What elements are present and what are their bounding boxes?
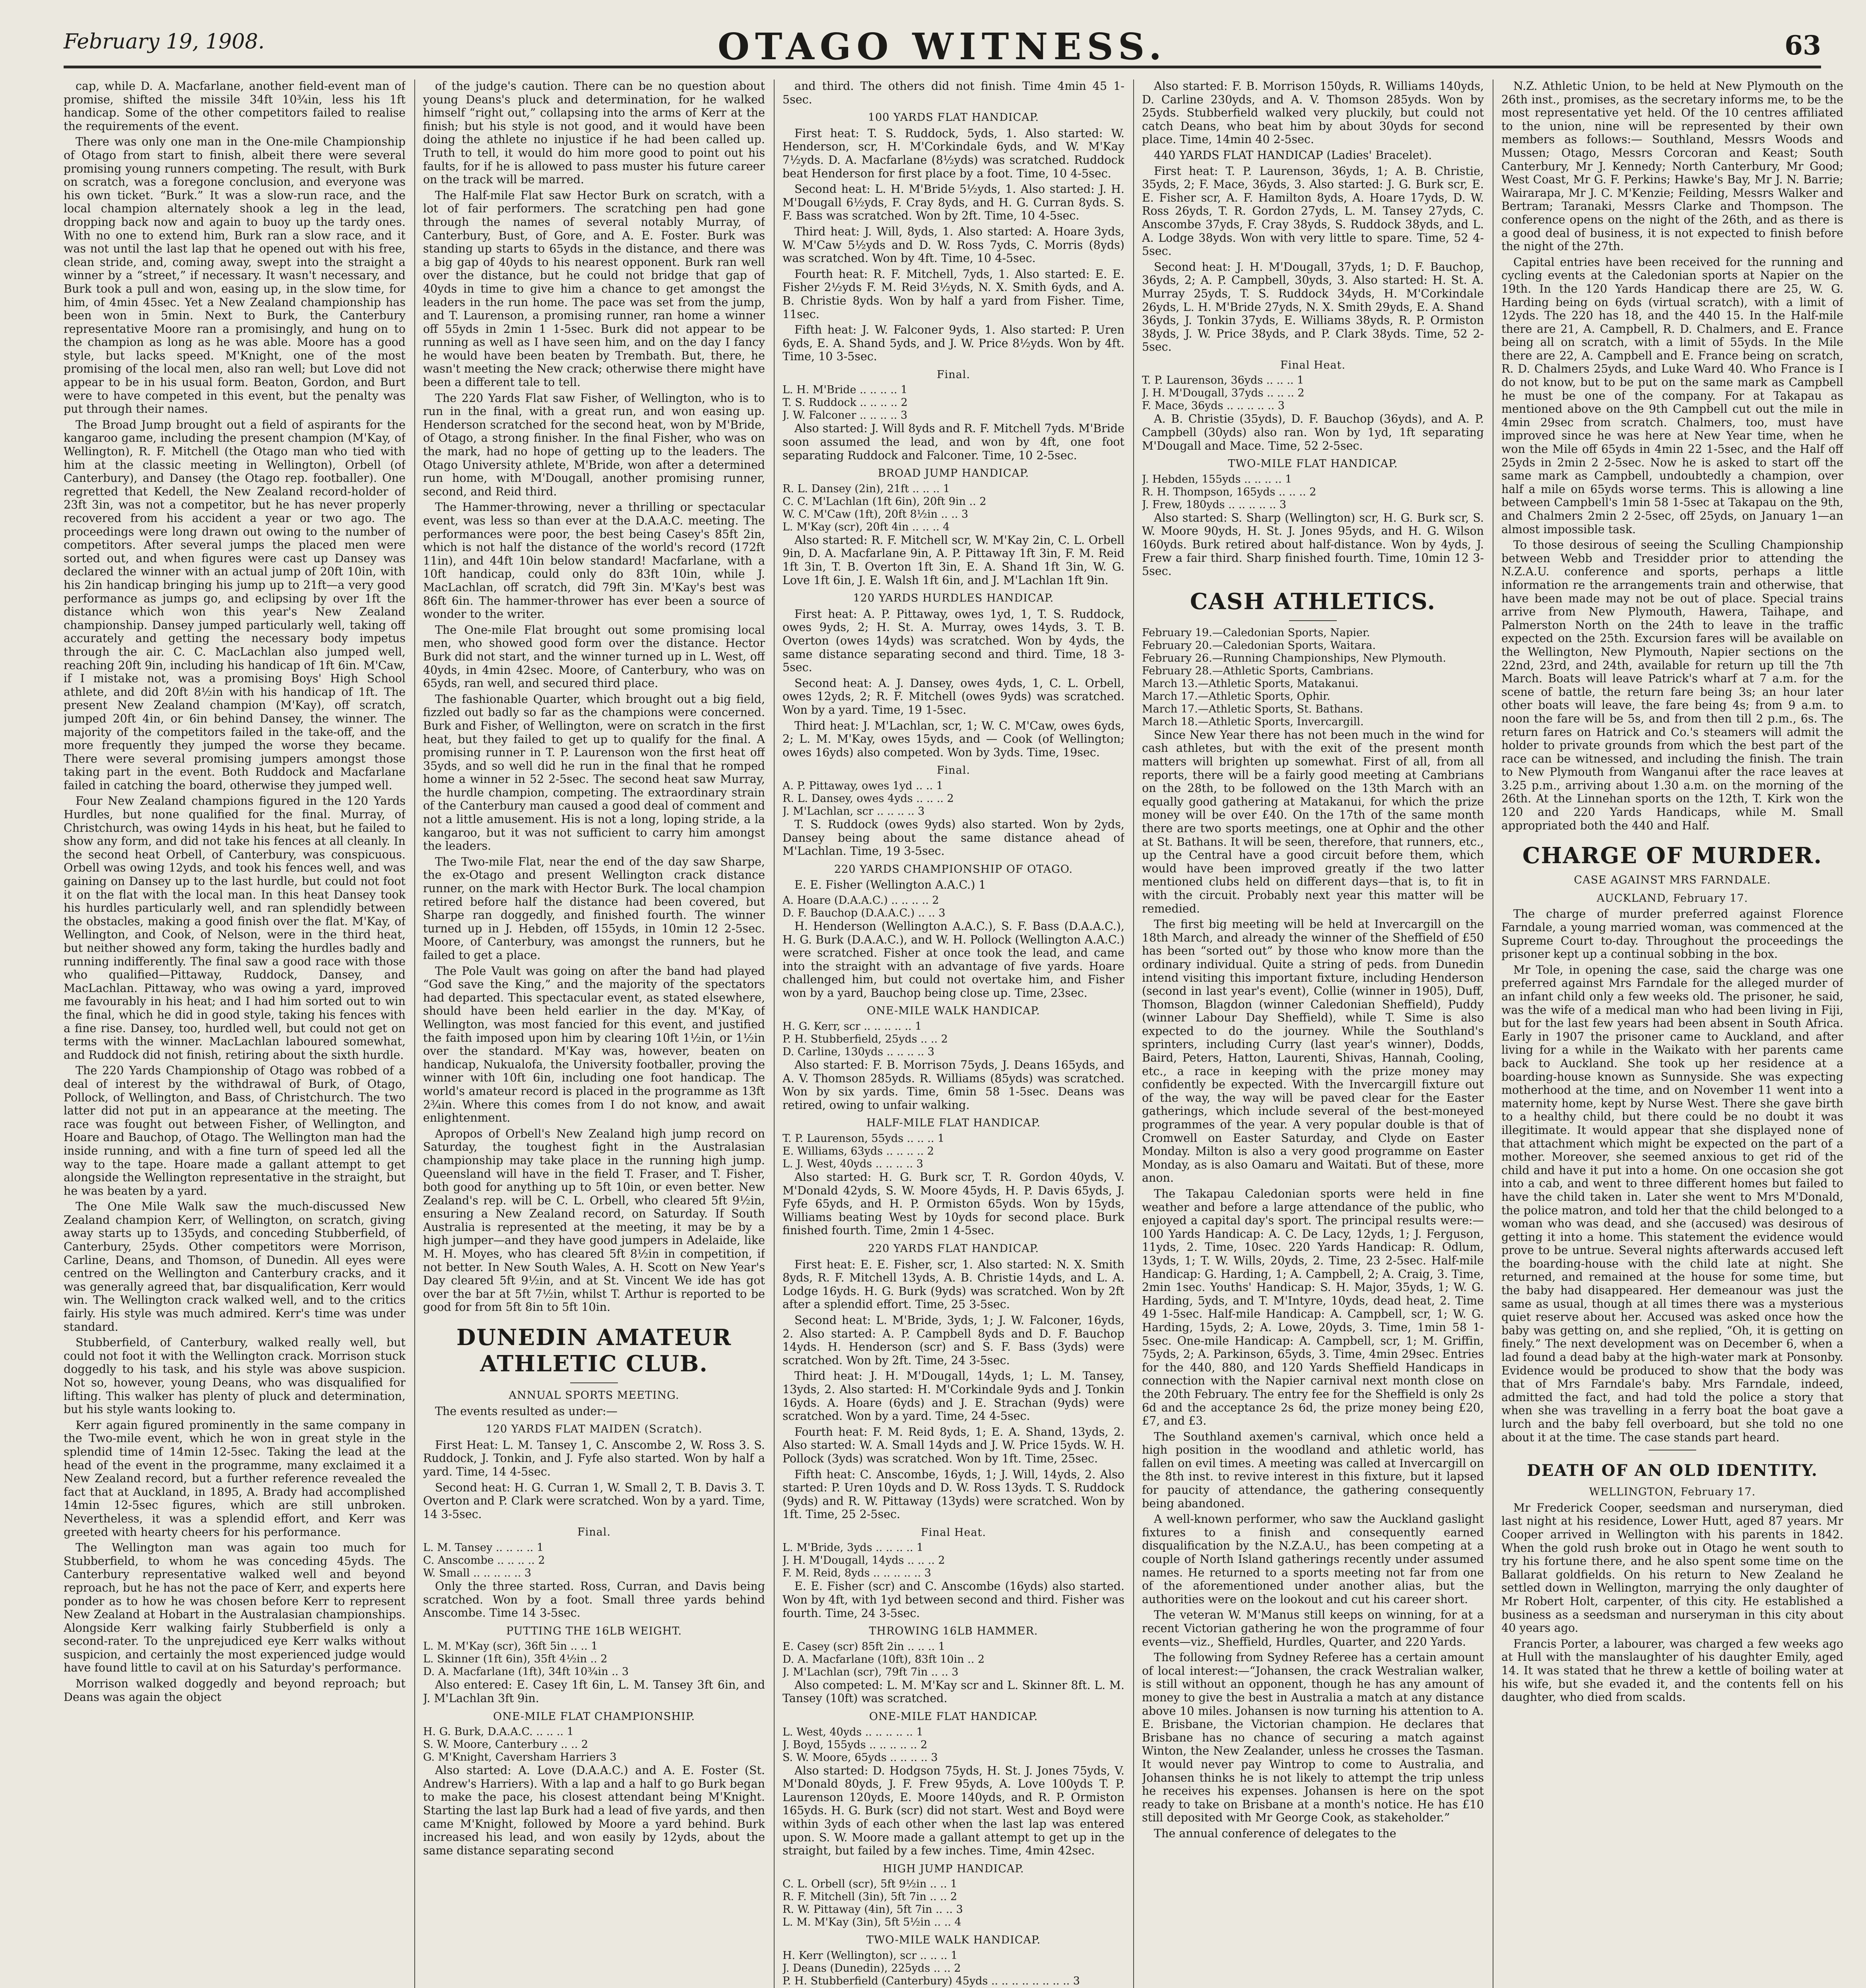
- page-number: 63: [1784, 30, 1821, 61]
- result-line: D. A. Macfarlane (1ft), 34ft 10¾in .. 3: [423, 1666, 629, 1678]
- results-paragraph: E. E. Fisher (Wellington A.A.C.) 1: [794, 878, 986, 892]
- results-paragraph: F. Mace, 36yds .. .. .. .. .. 3: [1142, 400, 1285, 412]
- article-paragraph: The Half-mile Flat saw Hector Burk on scratch, with a lot of fair performers. The scratching pen had gone through the names of several notably Murray, of Canterbury, Bust, of Gore, and A. E. Foster. Burk was standing up starts to 65yds in the distance, and there was a big gap of 40yds to his nearest opponent. Burk ran well over the distance, but he could not bridge that gap of 40yds in time to give him a chance to get amongst the leaders in the run home. The pace was set from the jump, and T. Laurenson, a promising runner, ran home a winner off 55yds in 2min 1 1-5sec. Burk did not appear to be running as well as I have seen him, and on the day I fancy he would have been beaten by Trembath. But, there, he wasn't meeting the New crack; otherwise there might have been a different tale to tell.: [423, 188, 765, 389]
- putting-note: Also entered: E. Casey 1ft 6in, L. M. Tansey 3ft 6in, and J. M'Lachlan 3ft 9in.: [423, 1678, 765, 1705]
- results-paragraph: Final.: [936, 368, 971, 381]
- results-paragraph: 120 YARDS HURDLES HANDICAP.: [853, 592, 1054, 605]
- article-paragraph: The first big meeting will be held at Invercargill on the 18th March, and already the winner of the Sheffield of £50 has been “sorted out” by those who know more than the ordinary individual. Quite a string of peds. from Dunedin intend visiting this important fixture, including Henderson (second in last year's event), Collie (winner in 1905), Duff, Thomson, Blagdon (winner Caledonian Sheffield), Puddy (winner Labour Day Sheffield), while T. Sime is also expected to do the journey. While the Southland's sprinters, including Curry (last year's winner), Dodds, Baird, Peters, Hatton, Laurenti, Shivas, Hannah, Cooling, etc., a race in keeping with the prize money may confidently be expected. With the Invercargill fixture out of the way, the way will be paved clear for the Easter gatherings, which include several of the best-moneyed programmes of the year. A very popular double is that of Cromwell on Easter Saturday, and Clyde on Easter Monday. Milton is also a very good programme on Easter Monday, as is also Oamaru and Waitati. But of these, more anon.: [1142, 918, 1484, 1185]
- murder-subtitle: CASE AGAINST MRS FARNDALE.: [1574, 874, 1771, 887]
- results-paragraph: J. Frew, 180yds .. .. .. .. .. 3: [1142, 498, 1287, 511]
- article-paragraph: The following from Sydney Referee has a certain amount of local interest:—“Johansen, the crack Westralian walker, is still without an opponent, though he has any amount of money to give the best in Australia a match at any distance above 10 miles. Johansen is now turning his attention to A. E. Brisbane, the Victorian champion. He declares that Brisbane has no chance of securing a match against Winton, the New Zealander, unless he crosses the Tasman. It would never pay Wintrop to come to Australia, and Johansen thinks he is not likely to attempt the trip unless he receives his expenses. Johansen is here on the spot ready to take on Brisbane at a month's notice. He has £10 still deposited with Mr George Cook, as stakeholder.”: [1142, 1651, 1484, 1825]
- results-paragraph: R. W. Pittaway (4in), 5ft 7in .. .. 3: [783, 1903, 963, 1916]
- results-paragraph: R. H. Thompson, 165yds .. .. .. 2: [1142, 485, 1316, 498]
- results-paragraph: Final Heat.: [920, 1526, 986, 1539]
- article-paragraph: The veteran W. M'Manus still keeps on winning, for at a recent Victorian gathering he won the programme of four events—viz., Sheffield, Hurdles, Quarter, and 220 Yards.: [1142, 1608, 1484, 1648]
- article-paragraph: The One-mile Flat brought out some promising local men, who showed good form over the distance. Hector Burk did not start, and the winner turned up in L. West, off 40yds, in 4min 42sec. Moore, of Canterbury, who was on 65yds, ran well, and secured third place.: [423, 623, 765, 690]
- results-paragraph: J. Deans (Dunedin), 225yds .. .. 2: [783, 1962, 961, 1974]
- onemile-note: Also started: A. Love (D.A.A.C.) and A. E. Foster (St. Andrew's Harriers). With a lap and a half to go Burk began to make the pace, his closest attendant being M'Knight. Starting the last lap Burk had a lead of five yards, and then came M'Knight, followed by Moore a yard behind. Burk increased his lead, and won easily by 12yds, about the same distance separating second: [423, 1764, 765, 1857]
- results-paragraph: D. A. Macfarlane (10ft), 83ft 10in .. 2: [783, 1653, 985, 1666]
- results-paragraph: First heat: T. P. Laurenson, 36yds, 1; A. B. Christie, 35yds, 2; F. Mace, 36yds, 3. Also started: J. G. Burk scr, E. E. Fisher scr, A. F. Hamilton 8yds, A. Hoare 17yds, D. W. Ross 26yds, T. R. Gordon 27yds, L. M. Tansey 27yds, C. Anscombe 37yds, F. Cray 38yds, S. Ruddock 38yds, and L. A. Lodge 38yds. Won with very little to spare. Time, 52 4-5sec.: [1142, 164, 1484, 258]
- yards-text-2: Second heat: H. G. Curran 1, W. Small 2, T. B. Davis 3. T. Overton and P. Clark were scratched. Won by a yard. Time, 14 3-5sec.: [423, 1481, 765, 1521]
- article-paragraph: N.Z. Athletic Union, to be held at New Plymouth on the 26th inst., promises, as the secretary informs me, to be the most representative yet held. Of the 10 centres affiliated to the union, nine will be represented by their own members as follows:— Southland, Messrs Woods and Mussen; Otago, Messrs Corcoran and Keast; South Canterbury, Mr J. Kennedy; North Canterbury, Mr Good; West Coast, Mr G. F. Perkins; Hawke's Bay, Mr J. N. Barrie; Wairarapa, Mr J. C. M'Kenzie; Feilding, Messrs Walker and Bertram; Taranaki, Messrs Clarke and Thompson. The conference opens on the night of the 26th, and as there is a good deal of business, it is not expected to finish before the night of the 27th.: [1501, 80, 1843, 253]
- results-paragraph: A. P. Pittaway, owes 1yd .. .. 1: [783, 779, 943, 792]
- result-line: H. G. Burk, D.A.A.C. .. .. .. 1: [423, 1726, 574, 1738]
- results-paragraph: R. F. Mitchell (3in), 5ft 7in .. .. 2: [783, 1891, 957, 1903]
- masthead: [64, 22, 1821, 68]
- result-line: L. Skinner (1ft 6in), 35ft 4½in .. 2: [423, 1653, 608, 1666]
- results-paragraph: Also started: F. B. Morrison 75yds, J. Deans 165yds, and A. V. Thomson 285yds. R. Williams (85yds) was scratched. Won by six yards. Time, 6min 58 1-5sec. Deans was retired, owing to unfair walking.: [783, 1058, 1124, 1112]
- result-line: C. Anscombe .. .. .. .. 2: [423, 1554, 545, 1567]
- final-results: [423, 1541, 765, 1580]
- result-line: L. M. M'Kay (scr), 36ft 5in .. .. 1: [423, 1640, 598, 1653]
- results-paragraph: First heat: E. E. Fisher, scr, 1. Also started: N. X. Smith 8yds, R. F. Mitchell 13yds, A. B. Christie 14yds, and L. A. Lodge 16yds. H. G. Burk (9yds) was scratched. Won by 2ft after a splendid effort. Time, 25 3-5sec.: [783, 1258, 1124, 1311]
- club-title: DUNEDIN AMATEUR ATHLETIC CLUB.: [456, 1324, 732, 1377]
- results-paragraph: First heat: T. S. Ruddock, 5yds, 1. Also started: W. Henderson, scr, H. M'Corkindale 6yds, and W. M'Kay 7½yds. D. A. Macfarlane (8½yds) was scratched. Ruddock beat Henderson for first place by a foot. Time, 10 4-5sec.: [783, 126, 1124, 180]
- results-paragraph: C. C. M'Lachlan (1ft 6in), 20ft 9in .. 2: [783, 495, 986, 508]
- results-paragraph: Also competed: L. M. M'Kay scr and L. Skinner 8ft. L. M. Tansey (10ft) was scratched.: [783, 1678, 1124, 1705]
- results-paragraph: C. L. Orbell (scr), 5ft 9½in .. .. 1: [783, 1878, 957, 1891]
- fixture-line: February 28.—Athletic Sports, Cambrians.: [1142, 664, 1374, 677]
- results-paragraph: D. F. Bauchop (D.A.A.C.) .. .. 3: [783, 907, 946, 919]
- results-paragraph: P. H. Stubberfield, 25yds .. .. 2: [783, 1033, 948, 1046]
- sports-heading: ANNUAL SPORTS MEETING.: [509, 1389, 680, 1402]
- article-paragraph: The Southland axemen's carnival, which once held a high position in the woodland and athletic world, has fallen on evil times. A meeting was called at Invercargill on the 8th inst. to revive interest in this fixture, but it lapsed for paucity of attendance, the gathering consequently being abandoned.: [1142, 1430, 1484, 1510]
- article-paragraph: To those desirous of seeing the Sculling Championship between Webb and Tresidder prior to attending the N.Z.A.U. conference and sports, perhaps a little information re the arrangements train and otherwise, that have been made may not be out of place. Special trains arrive from New Plymouth, Hawera, Taihape, and Palmerston North on the 24th to leave in the traffic expected on the 25th. Excursion fares will be available on the Wellington, New Plymouth, Napier sections on the 22nd, 23rd, and 24th, available for return up till the 7th March. Boats will leave Patrick's wharf at 7 a.m. for the scene of battle, the return fare being 3s; an hour later other boats will leave, the fare being 4s; from 9 a.m. to noon the fare will be 5s, and from then till 2 p.m., 6s. The return fares on Hatrick and Co.'s steamers will admit the holder to private grounds from which the best part of the race can be witnessed, and including the finish. The train to New Plymouth from Wanganui after the race leaves at 3.25 p.m., arriving about 1.30 a.m. on the morning of the 26th. At the Linnehan sports on the 12th, T. Kirk won the 120 and 220 Yards Handicaps, while M. Small appropriated both the 440 and Half.: [1501, 538, 1843, 832]
- results-paragraph: J. H. M'Dougall, 14yds .. .. .. 2: [783, 1554, 945, 1567]
- article-paragraph: Mr Tole, in opening the case, said the charge was one preferred against Mrs Farndale for the alleged murder of an infant child only a few weeks old. The prisoner, he said, was the wife of a medical man who had been living in Fiji, but for the last few years had been absent in South Africa. Early in 1907 the prisoner came to Auckland, and after living for a while in the Waikato with her parents came back to Auckland. She took up her residence at a boarding-house known as Sunnyside. She was expecting motherhood at the time, and on November 11 went into a maternity home, kept by Nurse West. There she gave birth to a healthy child, but there could be no doubt it was illegitimate. It would appear that she displayed none of that attachment which might be expected on the part of a mother. Moreover, she seemed anxious to get rid of the child and have it put into a home. On one occasion she got into a cab, and went to three different homes but failed to have the child taken in. Later she went to Mrs M'Donald, the police matron, and told her that the child belonged to a woman who was dead, and she (accused) was desirous of getting it into a home. This statement the evidence would prove to be untrue. Several nights afterwards accused left the boarding-house with the child late at night. She returned, and remained at the house for some time, but the baby had disappeared. Her demeanour was just the same as usual, though at all times there was a mysterious quiet reserve about her. Accused was asked once how the baby was getting on, and she replied, “Oh, it is getting on finely.” The next development was on December 6, when a lad found a dead baby at the high-water mark at Ponsonby. Evidence would be produced to show that the body was that of Mrs Farndale's baby. Mrs Farndale, indeed, admitted the fact, and had told the police a story that when she was travelling in a ferry boat the boat gave a lurch and the baby fell overboard, but she told no one about it at the time. The case stands part heard.: [1501, 963, 1843, 1444]
- results-paragraph: Second heat: J. H. M'Dougall, 37yds, 1; D. F. Bauchop, 36yds, 2; A. P. Campbell, 30yds, 3. Also started: H. St. A. Murray 25yds, T. S. Ruddock 34yds, H. M'Corkindale 26yds, L. H. M'Bride 27yds, N. X. Smith 29yds, E. A. Shand 36yds, J. Tonkin 37yds, E. Williams 38yds, R. P. Ormiston 38yds, J. W. Price 38yds, and P. Clark 38yds. Time, 52 2-5sec.: [1142, 260, 1484, 354]
- fixture-line: March 13.—Athletic Sports, Matakanui.: [1142, 677, 1359, 690]
- results-paragraph: HALF-MILE FLAT HANDICAP.: [866, 1117, 1041, 1130]
- murder-body: [1501, 907, 1843, 1444]
- article-paragraph: Capital entries have been received for the running and cycling events at the Caledonian sports at Napier on the 19th. In the 120 Yards Handicap there are 25, W. G. Harding being on 6yds (virtual scratch), with a limit of 12yds. The 220 has 18, and the 440 15. In the Half-mile there are 21, A. Campbell, R. D. Chalmers, and E. France being all on scratch, with a limit of 55yds. In the Mile there are 22, A. Campbell and E. France being on scratch, R. D. Chalmers 25yds, and Luke Ward 40. Who France is I do not know, but to be put on the same mark as Campbell he must be one of the company. For at Takapau as mentioned above on the 9th Campbell cut out the mile in 4min 29sec from scratch. Chalmers, too, must have improved since he was here at New Year time, when he won the Mile off 65yds in 4min 22 1-5sec, and the Half off 25yds in 2min 2 2-5sec. Now he is asked to start off the same mark as Campbell, undoubtedly a champion, over half a mile on 65yds worse terms. This is allowing a line between Campbell's 1min 58 1-5sec at Takapau on the 9th, and Chalmers 2min 2 2-5sec, off 25yds, on January 1—an almost impossible task.: [1501, 255, 1843, 536]
- results-paragraph: TWO-MILE FLAT HANDICAP.: [1228, 458, 1398, 470]
- column-1: [64, 80, 406, 1988]
- results-paragraph: A. Hoare (D.A.A.C.) .. .. .. .. 2: [783, 894, 939, 907]
- article-paragraph: The charge of murder preferred against Florence Farndale, a young married woman, was commenced at the Supreme Court to-day. Throughout the proceedings the prisoner kept up a continual sobbing in the box.: [1501, 907, 1843, 961]
- results-paragraph: Fourth heat: R. F. Mitchell, 7yds, 1. Also started: E. E. Fisher 2½yds F. M. Reid 3½yds, N. X. Smith 6yds, and A. B. Christie 8yds. Won by half a yard from Fisher. Time, 11sec.: [783, 267, 1124, 321]
- column-4-body: [1142, 80, 1484, 578]
- results-paragraph: 220 YARDS FLAT HANDICAP.: [868, 1242, 1039, 1255]
- results-paragraph: 100 YARDS FLAT HANDICAP.: [868, 111, 1039, 124]
- results-paragraph: S. W. Moore, 65yds .. .. .. .. 3: [783, 1751, 938, 1764]
- results-paragraph: T. P. Laurenson, 55yds .. .. .. 1: [783, 1132, 945, 1145]
- results-paragraph: J. Boyd, 155yds .. .. .. .. .. 2: [783, 1738, 928, 1751]
- article-paragraph: Since New Year there has not been much in the wind for cash athletes, but with the exit of the present month matters will brighten up somewhat. First of all, from all reports, there will be a fairly good meeting at Cambrians on the 28th, to be followed on the 13th March with an equally good gathering at Matakanui, for which the prize money will be over £40. On the 17th of the same month there are two sports meetings, one at Ophir and the other at St. Bathans. It will be seen, therefore, that runners, etc., up the Central have a good circuit before them, which would have been improved greatly if the two latter mentioned clubs held on different days—that is, to fit in with the circuit. Probably next year this matter will be remedied.: [1142, 728, 1484, 915]
- article-paragraph: There was only one man in the One-mile Championship of Otago from start to finish, albeit there were several promising young runners competing. The result, with Burk on scratch, was a foregone conclusion, and everyone was his own ticket. “Burk.” It was a slow-run race, and the local champion alternately shook a leg in the lead, dropping back now and again to buoy up the tardy ones. With no one to extend him, Burk ran a slow race, and it was not until the last lap that he opened out with his free, clean stride, and, coming away, swept into the straight a winner by a “street,” if necessary. It wasn't necessary, and Burk took a pull and won, easing up, in the slow time, for him, of 4min 45sec. Yet a New Zealand championship has been won in 5min. Next to Burk, the Canterbury representative Moore ran a promisingly, and hung on to the champion as long as he was able. Moore has a good style, but lacks speed. M'Knight, one of the most promising of the local men, also ran well; but Love did not appear to be in his usual form. Beaton, Gordon, and Burt were to have competed in this event, but the penalty was put through their names.: [64, 135, 406, 416]
- article-paragraph: A well-known performer, who saw the Auckland gaslight fixtures to a finish and consequently earned disqualification by the N.Z.A.U., has been competing at a couple of North Island gatherings recently under assumed names. He returned to a sports meeting not far from one of the aforementioned under another alias, but the authorities were on the lookout and cut his career short.: [1142, 1512, 1484, 1606]
- yards-heading: 120 YARDS FLAT MAIDEN (Scratch).: [485, 1423, 703, 1436]
- results-paragraph: Fourth heat: F. M. Reid 8yds, 1; E. A. Shand, 13yds, 2. Also started: W. A. Small 14yds and J. W. Price 15yds. W. H. Pollock (3yds) was scratched. Won by 1ft. Time, 25sec.: [783, 1425, 1124, 1465]
- issue-date: February 19, 1908.: [64, 30, 265, 54]
- article-paragraph: cap, while D. A. Macfarlane, another field-event man of promise, shifted the missile 34ft 10¾in, less his 1ft handicap. Some of the other competitors failed to realise the requirements of the event.: [64, 80, 406, 133]
- results-paragraph: P. H. Stubberfield (Canterbury) 45yds .. .. .. .. .. .. .. .. 3: [783, 1974, 1080, 1987]
- results-paragraph: J. W. Falconer .. .. .. .. 3: [783, 409, 908, 422]
- results-paragraph: 440 YARDS FLAT HANDICAP (Ladies' Bracelet).: [1154, 148, 1432, 162]
- onemile-heading: ONE-MILE FLAT CHAMPIONSHIP.: [493, 1710, 695, 1723]
- results-paragraph: Third heat: J. Will, 8yds, 1. Also started: A. Hoare 3yds, W. M'Caw 5½yds and D. W. Ross 7yds, C. Morris (8yds) was scratched. Won by 4ft. Time, 10 4-5sec.: [783, 225, 1124, 265]
- results-paragraph: Final Heat.: [1280, 359, 1346, 371]
- article-paragraph: The Broad Jump brought out a field of aspirants for the kangaroo game, including the present champion (M'Kay, of Wellington), R. F. Mitchell (the Otago man who tied with him at the classic meeting in Wellington), Orbell (of Canterbury), and Dansey (the Otago rep. footballer). One regretted that Kedell, the New Zealand record-holder of 23ft 3in, was not a competitor, but he has never properly recovered from his accident a year or two ago. The proceedings were long drawn out owing to the number of competitors. After several jumps the placed men were sorted out, and when figures were cast up Dansey was declared the winner with an actual jump of 20ft 10in, with his 2in handicap bringing his jump up to 21ft—a very good performance as jumps go, and eclipsing by over 1ft the distance which won this year's New Zealand championship. Dansey jumped particularly well, taking off accurately and getting the necessary body impetus through the air. C. C. MacLachlan also jumped well, reaching 20ft 9in, including his handicap of 1ft 6in. M'Caw, if I mistake not, was a promising Boys' High School athlete, and did 20ft 8½in with his handicap of 1ft. The present New Zealand champion (M'Kay), off scratch, jumped 20ft 4in, or 6in behind Dansey, the winner. The majority of the competitors failed in the take-off, and the more frequently they jumped the worse they became. There were several promising jumpers amongst those taking part in the event. Both Ruddock and Macfarlane failed in catching the board, otherwise they jumped well.: [64, 418, 406, 792]
- results-paragraph: Fifth heat: C. Anscombe, 16yds, 1; J. Will, 14yds, 2. Also started: P. Uren 10yds and D. W. Ross 13yds. T. S. Ruddock (9yds) and R. W. Pittaway (13yds) were scratched. Won by 1ft. Time, 25 2-5sec.: [783, 1468, 1124, 1521]
- results-paragraph: TWO-MILE WALK HANDICAP.: [866, 1934, 1041, 1947]
- results-paragraph: First heat: A. P. Pittaway, owes 1yd, 1, T. S. Ruddock, owes 9yds, 2; H. St. A. Murray, owes 14yds, 3. T. B. Overton (owes 14yds) was scratched. Won by 4yds, the same distance separating second and third. Time, 18 3-5sec.: [783, 607, 1124, 674]
- article-paragraph: The Pole Vault was going on after the band had played “God save the King,” and the majority of the spectators had departed. This spectacular event, as stated elsewhere, should have been held earlier in the day. M'Kay, of Wellington, was most fancied for this event, and justified the faith imposed upon him by clearing 10ft 1½in, or 1½in over the standard. M'Kay was, however, beaten on handicap, Nukualofa, the University footballer, proving the winner with 10ft 6in, including one foot handicap. The world's amateur record is placed in the programme as 13ft 2¾in. Where this comes from I do not know, and await enlightenment.: [423, 964, 765, 1125]
- results-paragraph: E. E. Fisher (scr) and C. Anscombe (16yds) also started. Won by 4ft, with 1yd between second and third. Fisher was fourth. Time, 24 3-5sec.: [783, 1580, 1124, 1620]
- yards-text: First Heat: L. M. Tansey 1, C. Anscombe 2, W. Ross 3. S. Ruddock, J. Tonkin, and J. Fyfe also started. Won by half a yard. Time, 14 4-5sec.: [423, 1438, 765, 1478]
- result-line: L. M. Tansey .. .. .. .. 1: [423, 1541, 544, 1554]
- article-paragraph: The Takapau Caledonian sports were held in fine weather and before a large attendance of the public, who enjoyed a capital day's sport. The principal results were:— 100 Yards Handicap: A. C. De Lacy, 12yds, 1; J. Ferguson, 11yds, 2. Time, 10sec. 220 Yards Handicap: R. Odlum, 13yds, 1; T. W. Wills, 20yds, 2. Time, 23 2-5sec. Half-mile Handicap: G. Harding, 1; A. Campbell, 2; A. Craig, 3. Time, 2min 1sec. Youths' Handicap: S. H. Major, 35yds, 1; W. G. Harding, 5yds, and T. M'Intyre, 10yds, dead heat, 2. Time 49 1-5sec. Half-mile Handicap: A. Campbell, scr, 1; W. G. Harding, 15yds, 2; A. Lowe, 20yds, 3. Time, 1min 58 1-5sec. One-mile Handicap: A. Campbell, scr, 1; M. Griffin, 75yds, 2; A. Parkinson, 65yds, 3. Time, 4min 29sec. Entries for the 440, 880, and 120 Yards Sheffield Handicaps in connection with the Napier carnival next month close on the 20th February. The entry fee for the Sheffield is only 2s 6d and the acceptance 2s 6d, the prize money being £20, £7, and £3.: [1142, 1187, 1484, 1428]
- column-1-body: [64, 80, 406, 1704]
- results-paragraph: D. Carline, 130yds .. .. .. .. 3: [783, 1046, 934, 1058]
- column-divider: [1133, 80, 1134, 1988]
- results-paragraph: R. L. Dansey, owes 4yds .. .. .. 2: [783, 792, 954, 805]
- death-title: DEATH OF AN OLD IDENTITY.: [1527, 1461, 1818, 1480]
- results-paragraph: Also started: D. Hodgson 75yds, H. St. J. Jones 75yds, V. M'Donald 80yds, J. F. Frew 95yds, A. Love 100yds T. P. Laurenson 120yds, E. Moore 140yds, and R. P. Ormiston 165yds. H. G. Burk (scr) did not start. West and Boyd were within 3yds of each other when the last lap was entered upon. S. W. Moore made a gallant attempt to get up in the straight, but failed by a few inches. Time, 4min 42sec.: [783, 1764, 1124, 1858]
- results-paragraph: Also started: F. B. Morrison 150yds, R. Williams 140yds, D. Carline 230yds, and A. V. Thomson 285yds. Won by 25yds. Stubberfield walked very pluckily, but could not catch Deans, who beat him by about 30yds for second place. Time, 14min 40 2-5sec.: [1142, 80, 1484, 146]
- article-paragraph: Kerr again figured prominently in the same company in the Two-mile event, which he won in great style in the splendid time of 14min 12-5sec. Taking the lead at the head of the event in the programme, many exclaimed it a New Zealand record, but a further reference revealed the fact that at Auckland, in 1895, A. Brady had accomplished 14min 12-5sec figures, which are still unbroken. Nevertheless, it was a splendid effort, and Kerr was greeted with hearty cheers for his performance.: [64, 1418, 406, 1539]
- results-paragraph: F. M. Reid, 8yds .. .. .. .. .. 3: [783, 1567, 931, 1580]
- article-paragraph: Stubberfield, of Canterbury, walked really well, but could not foot it with the Wellington crack. Morrison stuck doggedly to his task, and his style was above suspicion. Not so, however, young Deans, who was disqualified for lifting. This walker has plenty of pluck and determination, but his style wants looking to.: [64, 1336, 406, 1416]
- newspaper-title: OTAGO WITNESS.: [717, 25, 1167, 68]
- results-paragraph: Also started: R. F. Mitchell scr, W. M'Kay 2in, C. L. Orbell 9in, D. A. Macfarlane 9in, A. P. Pittaway 1ft 3in, F. M. Reid 1ft 3in, T. B. Overton 1ft 3in, E. A. Shand 1ft 3in, W. G. Love 1ft 6in, J. E. Walsh 1ft 6in, and J. M'Lachlan 1ft 9in.: [783, 533, 1124, 587]
- article-paragraph: Mr Frederick Cooper, seedsman and nurseryman, died last night at his residence, Lower Hutt, aged 87 years. Mr Cooper arrived in Wellington with his parents in 1842. When the gold rush broke out in Otago he went south to try his fortune there, and he also spent some time on the Ballarat goldfields. On his return to New Zealand he settled down in Wellington, marrying the only daughter of Mr Robert Holt, carpenter, of this city. He established a business as a seedsman and nurseryman in this city about 40 years ago.: [1501, 1501, 1843, 1635]
- results-paragraph: Fifth heat: J. W. Falconer 9yds, 1. Also started: P. Uren 6yds, E. A. Shand 5yds, and J. W. Price 8½yds. Won by 4ft. Time, 10 3-5sec.: [783, 323, 1124, 363]
- final-note: Only the three started. Ross, Curran, and Davis being scratched. Won by a foot. Small three yards behind Anscombe. Time 14 3-5sec.: [423, 1579, 765, 1620]
- results-paragraph: W. C. M'Caw (1ft), 20ft 8½in .. .. 3: [783, 508, 969, 520]
- results-paragraph: H. G. Kerr, scr .. .. .. .. .. 1: [783, 1020, 922, 1033]
- article-paragraph: The One Mile Walk saw the much-discussed New Zealand champion Kerr, of Wellington, on scratch, giving away starts up to 135yds, and conceding Stubberfield, of Canterbury, 25yds. Other competitors were Morrison, Carline, Deans, and Thomson, of Dunedin. All eyes were centred on the Wellington and Canterbury cracks, and it was generally agreed that, bar disqualification, Kerr would win. The Wellington crack walked well, and to the critics fairly. His style was much admired. Kerr's time was under standard.: [64, 1200, 406, 1334]
- onemile-results: [423, 1726, 765, 1764]
- results-paragraph: HIGH JUMP HANDICAP.: [883, 1862, 1024, 1875]
- murder-dateline: AUCKLAND, February 17.: [1596, 892, 1748, 905]
- column-5-body: [1501, 80, 1843, 832]
- results-paragraph: J. M'Lachlan (scr), 79ft 7in .. .. 3: [783, 1666, 959, 1678]
- final-label: Final.: [577, 1526, 611, 1539]
- putting-results: [423, 1640, 765, 1678]
- results-paragraph: E. Williams, 63yds .. .. .. .. 2: [783, 1145, 934, 1158]
- results-paragraph: T. P. Laurenson, 36yds .. .. .. 1: [1142, 374, 1304, 387]
- column-4-body-2: [1142, 728, 1484, 1840]
- results-paragraph: BROAD JUMP HANDICAP.: [878, 467, 1029, 480]
- column-divider: [774, 80, 775, 1988]
- results-paragraph: H. Henderson (Wellington A.A.C.), S. F. Bass (D.A.A.C.), H. G. Burk (D.A.A.C.), and W. H. Pollock (Wellington A.A.C.) were scratched. Fisher at once took the lead, and came into the straight with an advantage of five yards. Hoare challenged him, but could not overtake him, and Fisher won by a yard, Bauchop being close up. Time, 23sec.: [783, 919, 1124, 1000]
- article-paragraph: Apropos of Orbell's New Zealand high jump record on Saturday, the toughest fight in the Australasian championship may take place in the running high jump. Queensland will have in the field T. Fraser, and T. Fisher, both good for anything up to 5ft 10in, or even better. New Zealand's rep. will be C. L. Orbell, who cleared 5ft 9½in, ensuring a New Zealand record, on Saturday. If South Australia is represented at the meeting, it may be by a high jumper—and they have good jumpers in Adelaide, like M. H. Moyes, who has cleared 5ft 8½in in competition, if not better. In New South Wales, A. H. Scott on New Year's Day cleared 5ft 9½in, and at St. Vincent We ide has got over the bar at 5ft 7½in, whilst T. Arthur is reported to be good for from 5ft 8in to 5ft 10in.: [423, 1127, 765, 1314]
- sports-intro: The events resulted as under:—: [435, 1404, 618, 1418]
- column-2: [423, 80, 765, 1988]
- article-paragraph: The 220 Yards Flat saw Fisher, of Wellington, who is to run in the final, with a great run, and won easing up. Henderson scratched for the second heat, won by M'Bride, of Otago, a strong finisher. In the final Fisher, who was on the mark, had no hope of getting up to the leaders. The Otago University athlete, M'Bride, won after a determined run home, with M'Dougall, another promising runner, second, and Reid third.: [423, 391, 765, 498]
- murder-title: CHARGE OF MURDER.: [1522, 843, 1823, 869]
- fixture-line: February 26.—Running Championships, New Plymouth.: [1142, 652, 1446, 664]
- results-paragraph: L. J. West, 40yds .. .. .. .. 3: [783, 1158, 923, 1171]
- article-paragraph: The Two-mile Flat, near the end of the day saw Sharpe, the ex-Otago and present Wellington crack distance runner, on the mark with Hector Burk. The local champion retired before half the distance had been covered, but Sharpe ran doggedly, and finished fourth. The winner turned up in J. Hebden, off 155yds, in 10min 12 2-5sec. Moore, of Canterbury, was amongst the runners, but he failed to get a place.: [423, 855, 765, 962]
- fixture-line: March 17.—Athletic Sports, St. Bathans.: [1142, 703, 1363, 715]
- results-paragraph: Also started: H. G. Burk scr, T. R. Gordon 40yds, V. M'Donald 42yds, S. W. Moore 45yds, H. P. Davis 65yds, J. Fyfe 65yds, and H. P. Ormiston 65yds. Won by 15yds, Williams beating West by 10yds for second place. Burk finished fourth. Time, 2min 1 4-5sec.: [783, 1171, 1124, 1237]
- column-4: [1142, 80, 1484, 1988]
- article-paragraph: Morrison walked doggedly and beyond reproach; but Deans was again the object: [64, 1677, 406, 1704]
- results-paragraph: Third heat: J. H. M'Dougall, 14yds, 1; L. M. Tansey, 13yds, 2. Also started: H. M'Corkindale 9yds and J. Tonkin 16yds. A. Hoare (6yds) and J. E. Strachan (9yds) were scratched. Won by a yard. Time, 24 4-5sec.: [783, 1369, 1124, 1423]
- results-paragraph: Third heat: J. M'Lachlan, scr, 1; W. C. M'Caw, owes 6yds, 2; L. M. M'Kay, owes 15yds, and — Cook (of Wellington; owes 16yds) also competed. Won by 3yds. Time, 19sec.: [783, 719, 1124, 759]
- results-paragraph: ONE-MILE FLAT HANDICAP.: [869, 1710, 1038, 1723]
- results-paragraph: and third. The others did not finish. Time 4min 45 1-5sec.: [783, 80, 1124, 106]
- results-paragraph: Second heat: L. H. M'Bride 5½yds, 1. Also started: J. H. M'Dougall 6½yds, F. Cray 8yds, and H. G. Curran 8yds. S. F. Bass was scratched. Won by 2ft. Time, 10 4-5sec.: [783, 182, 1124, 223]
- column-divider: [414, 80, 415, 1988]
- results-paragraph: 220 YARDS CHAMPIONSHIP OF OTAGO.: [834, 863, 1073, 876]
- article-paragraph: The fashionable Quarter, which brought out a big field, fizzled out badly so far as the champions were concerned. Burk and Fisher, of Wellington, were on scratch in the first heat, but they failed to get up to qualify for the final. A promising runner in T. P. Laurenson won the first heat off 35yds, and so well did he run in the final that he romped home a winner in 52 2-5sec. The second heat saw Murray, the hurdle champion, competing. The extraordinary strain of the Canterbury man caused a good deal of comment and not a little amusement. His is not a long, loping stride, a la kangaroo, but it was not sufficient to carry him amongst the leaders.: [423, 692, 765, 853]
- results-paragraph: L. M'Kay (scr), 20ft 4in .. .. .. 4: [783, 520, 950, 533]
- results-paragraph: L. West, 40yds .. .. .. .. .. 1: [783, 1726, 923, 1738]
- results-paragraph: E. Casey (scr) 85ft 2in .. .. .. 1: [783, 1640, 945, 1653]
- results-paragraph: J. M'Lachlan, scr .. .. .. .. 3: [783, 805, 925, 817]
- results-paragraph: ONE-MILE WALK HANDICAP.: [867, 1005, 1040, 1017]
- fixture-line: February 19.—Caledonian Sports, Napier.: [1142, 626, 1370, 639]
- fixtures-list: [1142, 627, 1484, 728]
- section-separator: [570, 1382, 618, 1383]
- article-paragraph: of the judge's caution. There can be no question about young Deans's pluck and determination, for he walked himself “right out,” collapsing into the arms of Kerr at the finish; but his style is not good, and it would have been doing the athlete no injustice if he had been called up. Truth to tell, it would do him more good to point out his faults, for if he is allowed to pass muster his future career on the track will be marred.: [423, 80, 765, 186]
- results-paragraph: L. M. M'Kay (3in), 5ft 5½in .. .. 4: [783, 1916, 961, 1929]
- section-separator: [1289, 620, 1337, 621]
- result-line: W. Small .. .. .. .. .. 3: [423, 1567, 532, 1579]
- results-paragraph: Second heat: L. M'Bride, 3yds, 1; J. W. Falconer, 16yds, 2. Also started: A. P. Campbell 8yds and D. F. Bauchop 14yds. H. Henderson (scr) and S. F. Bass (3yds) were scratched. Won by 2ft. Time, 24 3-5sec.: [783, 1313, 1124, 1367]
- article-paragraph: The Wellington man was again too much for Stubberfield, to whom he was conceding 45yds. The Canterbury representative walked well and beyond reproach, but he has not the pace of Kerr, and experts here ponder as to how he was chosen before Kerr to represent New Zealand at Hobart in the Australasian championships. Alongside Kerr walking fairly Stubberfield is only a second-rater. To the unprejudiced eye Kerr walks without suspicion, and certainly the most experienced judge would have found little to cavil at on his Saturday's performance.: [64, 1541, 406, 1675]
- death-body: [1501, 1501, 1843, 1704]
- results-paragraph: T. S. Ruddock (owes 9yds) also started. Won by 2yds, Dansey being about the same distance ahead of M'Lachlan. Time, 19 3-5sec.: [783, 817, 1124, 858]
- results-paragraph: L. H. M'Bride .. .. .. .. 1: [783, 384, 908, 396]
- result-line: S. W. Moore, Canterbury .. .. 2: [423, 1738, 588, 1751]
- article-paragraph: Francis Porter, a labourer, was charged a few weeks ago at Hull with the manslaughter of his daughter Emily, aged 14. It was stated that he threw a kettle of boiling water at his wife, but she evaded it, and the contents fell on his daughter, who died from scalds.: [1501, 1637, 1843, 1704]
- column-5: [1501, 80, 1843, 1988]
- results-paragraph: J. H. M'Dougall, 37yds .. .. .. 2: [1142, 387, 1305, 400]
- results-paragraph: R. L. Dansey (2in), 21ft .. .. .. 1: [783, 482, 950, 495]
- results-paragraph: A. B. Christie (35yds), D. F. Bauchop (36yds), and A. P. Campbell (30yds) also ran. Won by 1yd, 1ft separating M'Dougall and Mace. Time, 52 2-5sec.: [1142, 412, 1484, 452]
- results-paragraph: H. Kerr (Wellington), scr .. .. .. 1: [783, 1949, 958, 1962]
- article-paragraph: The annual conference of delegates to the: [1154, 1827, 1396, 1840]
- results-paragraph: J. Hebden, 155yds .. .. .. .. 1: [1142, 473, 1292, 485]
- putting-heading: PUTTING THE 16LB WEIGHT.: [506, 1625, 682, 1637]
- column-3-body: [783, 80, 1124, 1988]
- article-paragraph: Four New Zealand champions figured in the 120 Yards Hurdles, but none qualified for the final. Murray, of Christchurch, was owing 14yds in his heat, but he failed to show any form, and did not take his fences at all cleanly. In the second heat Orbell, of Canterbury, was conspicuous. Orbell was owing 12yds, and took his fences well, and was gaining on Dansey up to the last hurdle, but could not foot it on the flat with the local man. In this heat Dansey took his hurdles particularly well, and ran splendidly between the obstacles, making a good finish over the flat. M'Kay, of Wellington, and Cook, of Nelson, were in the third heat, but neither showed any form, taking the hurdles badly and running indifferently. The final saw a good race with those who qualified—Pittaway, Ruddock, Dansey, and MacLachlan. Pittaway, who was owing a yard, improved me favourably in his heat; and I had him sorted out to win the final, which he did in good style, taking his fences with a fine rise. Dansey, too, hurdled well, but could not get on terms with the winner. MacLachlan laboured somewhat, and Ruddock did not finish, retiring about the sixth hurdle.: [64, 794, 406, 1062]
- results-paragraph: THROWING 16LB HAMMER.: [869, 1625, 1038, 1638]
- fixture-line: March 17.—Athletic Sports, Ophir.: [1142, 690, 1330, 703]
- article-paragraph: The Hammer-throwing, never a thrilling or spectacular event, was less so than ever at the D.A.A.C. meeting. The performances were poor, the best being Casey's 85ft 2in, which is not half the distance of the world's record (172ft 11in), and 44ft 10in below standard! Macfarlane, with a 10ft handicap, could only do 83ft 10in, while J. MacLachlan, off scratch, did 79ft 3in. M'Kay's best was 86ft 6in. The hammer-thrower has ever been a source of wonder to the writer.: [423, 501, 765, 621]
- article-paragraph: The 220 Yards Championship of Otago was robbed of a deal of interest by the withdrawal of Burk, of Otago, Pollock, of Wellington, and Bass, of Christchurch. The two latter did not put in an appearance at the meeting. The race was fought out between Fisher, of Wellington, and Hoare and Bauchop, of Otago. The Wellington man had the inside running, and with a fine turn of speed led all the way to the tape. Hoare made a gallant attempt to get alongside the Wellington representative in the straight, but he was beaten by a yard.: [64, 1064, 406, 1198]
- death-dateline: WELLINGTON, February 17.: [1589, 1486, 1756, 1499]
- results-paragraph: Also started: J. Will 8yds and R. F. Mitchell 7yds. M'Bride soon assumed the lead, and won by 4ft, one foot separating Ruddock and Falconer. Time, 10 2-5sec.: [783, 422, 1124, 462]
- column-3: [783, 80, 1124, 1988]
- results-paragraph: L. M'Bride, 3yds .. .. .. .. 1: [783, 1541, 924, 1554]
- results-paragraph: Final.: [936, 764, 971, 777]
- column-2-body: [423, 80, 765, 1314]
- result-line: G. M'Knight, Caversham Harriers 3: [423, 1751, 617, 1764]
- results-paragraph: Also started: S. Sharp (Wellington) scr, H. G. Burk scr, S. W. Moore 90yds, H. St. J. Jones 95yds, and H. G. Wilson 160yds. Burk retired about half-distance. Won by 4yds, J. Frew a fair third. Sharp finished fourth. Time, 10min 12 3-5sec.: [1142, 511, 1484, 578]
- results-paragraph: T. S. Ruddock .. .. .. .. 2: [783, 396, 908, 409]
- fixture-line: February 20.—Caledonian Sports, Waitara.: [1142, 639, 1376, 652]
- cash-athletics-title: CASH ATHLETICS.: [1190, 588, 1436, 615]
- results-paragraph: Second heat: A. J. Dansey, owes 4yds, 1, C. L. Orbell, owes 12yds, 2; R. F. Mitchell (owes 9yds) was scratched. Won by a yard. Time, 19 1-5sec.: [783, 676, 1124, 716]
- fixture-line: March 18.—Athletic Sports, Invercargill.: [1142, 715, 1364, 728]
